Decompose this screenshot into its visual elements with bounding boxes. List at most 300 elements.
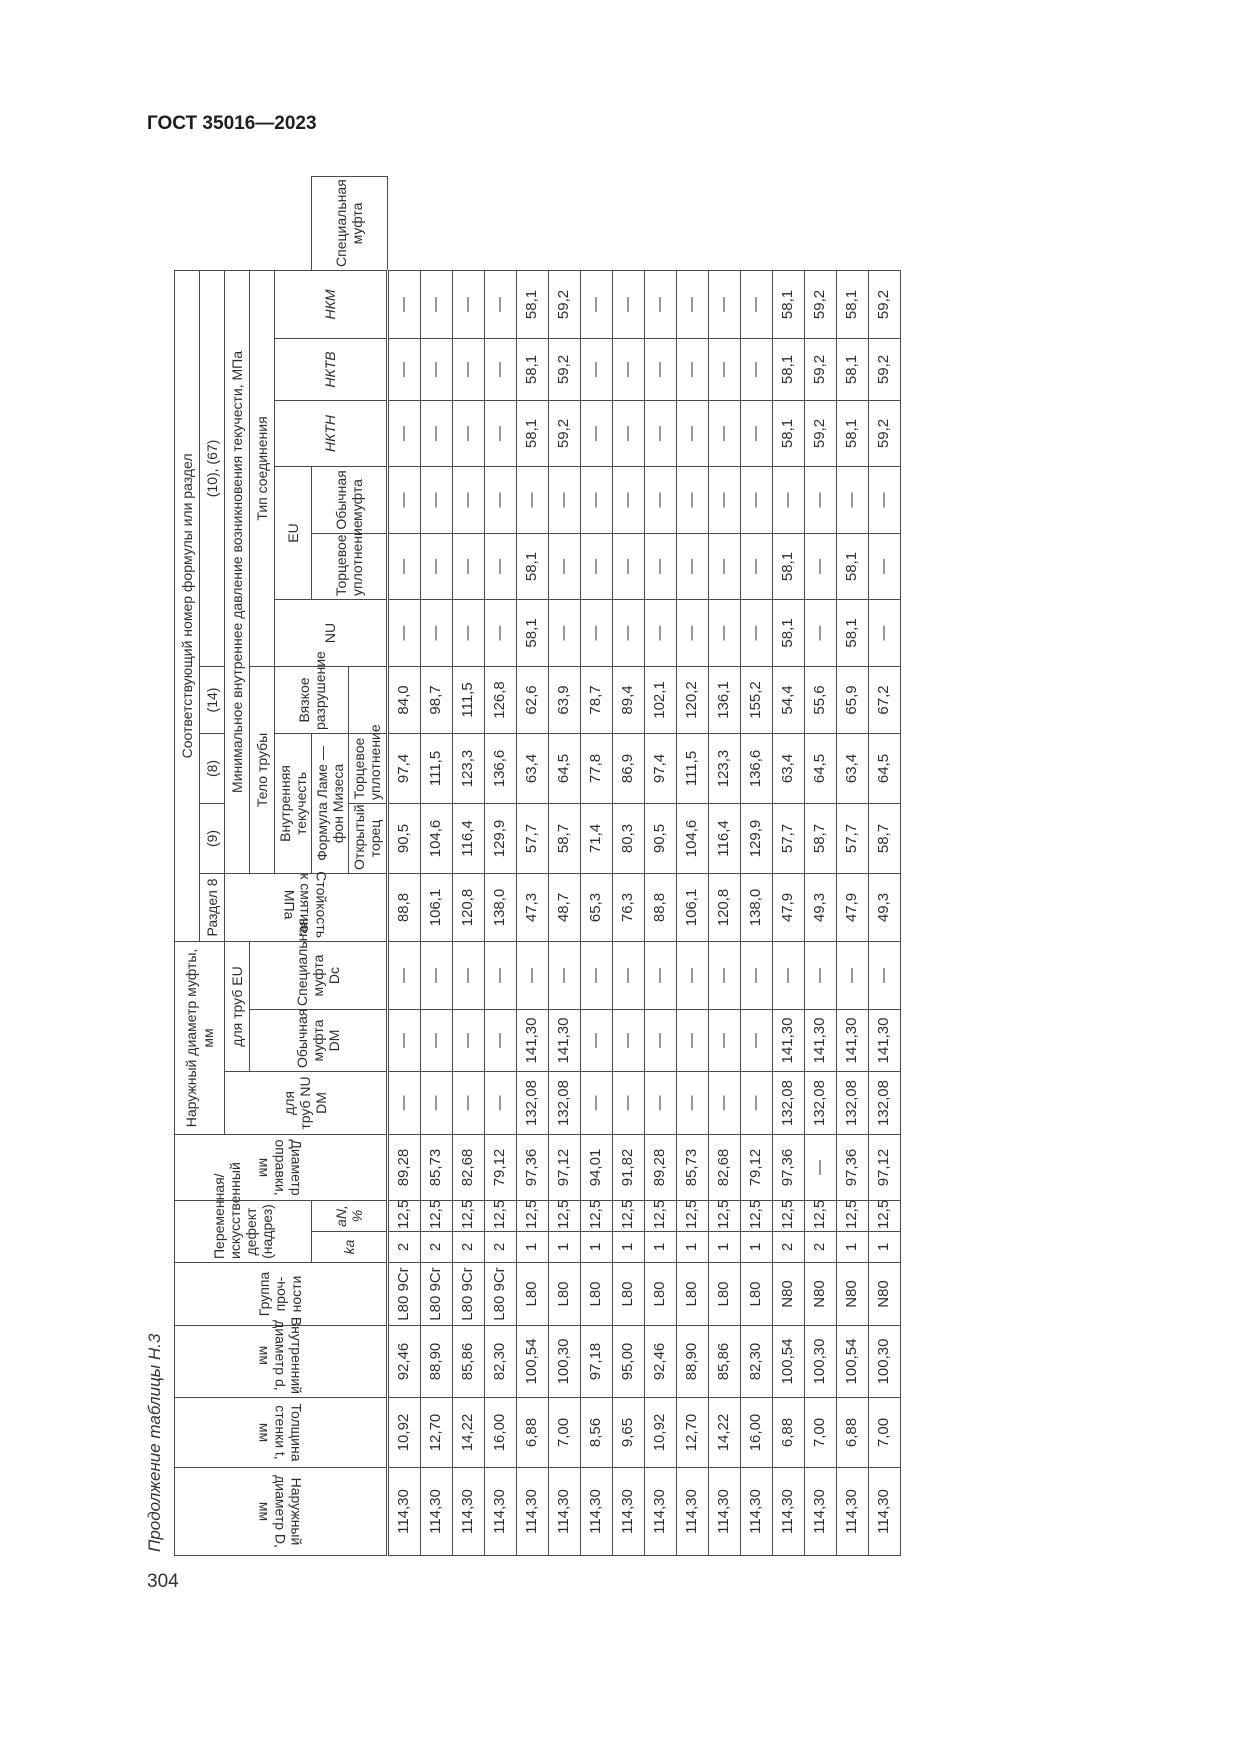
table-cell: — <box>484 941 516 1009</box>
table-cell: — <box>676 599 708 666</box>
header-inner-diameter: Внутренний диаметр d, мм <box>175 1326 388 1398</box>
table-cell: — <box>676 533 708 599</box>
table-cell: 120,8 <box>708 873 740 941</box>
table-cell: 58,1 <box>772 533 804 599</box>
table-cell: 1 <box>516 1232 548 1263</box>
table-cell: — <box>644 338 676 400</box>
table-cell: 111,5 <box>676 733 708 803</box>
table-cell: 58,1 <box>836 533 868 599</box>
table-cell: — <box>644 1010 676 1072</box>
table-cell: 49,3 <box>804 873 836 941</box>
header-internal-yield: Внутренняя текучесть <box>275 733 312 873</box>
table-cell: — <box>420 466 452 533</box>
table-cell: 12,5 <box>708 1201 740 1232</box>
table-cell: — <box>612 466 644 533</box>
table-cell: 100,30 <box>548 1326 580 1398</box>
header-ref-9: (9) <box>200 803 225 873</box>
table-cell: 58,7 <box>804 803 836 873</box>
table-cell: 85,73 <box>676 1135 708 1201</box>
table-cell: 97,36 <box>516 1135 548 1201</box>
table-cell: 12,5 <box>772 1201 804 1232</box>
header-nu: NU <box>275 599 388 666</box>
table-cell: — <box>484 1072 516 1135</box>
header-nktn: НКТН <box>275 400 388 466</box>
table-cell: 79,12 <box>740 1135 772 1201</box>
table-cell: 111,5 <box>452 666 484 733</box>
table-cell: 10,92 <box>387 1398 420 1468</box>
table-cell: 90,5 <box>644 803 676 873</box>
table-cell: 114,30 <box>420 1468 452 1556</box>
table-cell: 79,12 <box>484 1135 516 1201</box>
table-cell: — <box>708 599 740 666</box>
table-cell: 136,1 <box>708 666 740 733</box>
table-cell: 58,1 <box>516 400 548 466</box>
table-cell: 97,18 <box>580 1326 612 1398</box>
table-cell: 58,1 <box>772 599 804 666</box>
table-cell: 129,9 <box>740 803 772 873</box>
table-cell: — <box>387 1010 420 1072</box>
table-cell: 82,30 <box>740 1326 772 1398</box>
table-cell: 63,4 <box>836 733 868 803</box>
table-cell: L80 <box>644 1263 676 1326</box>
table-cell: 16,00 <box>484 1398 516 1468</box>
header-mandrel: Диаметр оправки, мм <box>175 1135 388 1201</box>
table-cell: 100,54 <box>772 1326 804 1398</box>
table-cell: N80 <box>772 1263 804 1326</box>
table-cell: — <box>804 466 836 533</box>
table-cell: — <box>484 270 516 338</box>
table-cell: 88,8 <box>644 873 676 941</box>
table-cell: 59,2 <box>548 338 580 400</box>
header-collapse: Стойкость к смятию, МПа <box>225 873 388 941</box>
table-cell: 80,3 <box>612 803 644 873</box>
table-cell: — <box>740 1072 772 1135</box>
table-cell: — <box>644 599 676 666</box>
table-cell: 7,00 <box>548 1398 580 1468</box>
table-cell: — <box>772 466 804 533</box>
table-cell: — <box>644 1072 676 1135</box>
table-cell: 141,30 <box>868 1010 900 1072</box>
table-cell: 77,8 <box>580 733 612 803</box>
table-cell: L80 9Cr <box>387 1263 420 1326</box>
table-cell: — <box>708 338 740 400</box>
table-cell: 120,2 <box>676 666 708 733</box>
table-cell: 64,5 <box>804 733 836 803</box>
table-cell: — <box>420 338 452 400</box>
table-cell: — <box>420 533 452 599</box>
table-cell: — <box>452 466 484 533</box>
table-cell: 132,08 <box>868 1072 900 1135</box>
header-ref-8: (8) <box>200 733 225 803</box>
table-cell: 71,4 <box>580 803 612 873</box>
table-cell: 57,7 <box>772 803 804 873</box>
table-cell: 2 <box>452 1232 484 1263</box>
table-cell: 155,2 <box>740 666 772 733</box>
table-cell: 88,8 <box>387 873 420 941</box>
table-cell: — <box>484 599 516 666</box>
table-cell: — <box>387 400 420 466</box>
table-cell: 58,1 <box>516 338 548 400</box>
table-row <box>740 177 772 1556</box>
table-cell: 85,86 <box>452 1326 484 1398</box>
table-cell: — <box>452 941 484 1009</box>
table-cell: — <box>548 599 580 666</box>
table-cell: 114,30 <box>580 1468 612 1556</box>
table-cell: 58,1 <box>516 270 548 338</box>
table-cell: 65,9 <box>836 666 868 733</box>
table-cell: 1 <box>644 1232 676 1263</box>
table-cell: — <box>580 533 612 599</box>
table-cell: 6,88 <box>836 1398 868 1468</box>
table-cell: — <box>644 400 676 466</box>
table-cell: — <box>548 466 580 533</box>
table-cell: — <box>452 270 484 338</box>
table-cell: 132,08 <box>516 1072 548 1135</box>
table-cell: 12,5 <box>484 1201 516 1232</box>
table-cell: 78,7 <box>580 666 612 733</box>
table-cell: 59,2 <box>868 270 900 338</box>
table-row <box>644 177 676 1556</box>
table-cell: — <box>452 400 484 466</box>
table-cell: — <box>548 533 580 599</box>
table-cell: 63,4 <box>772 733 804 803</box>
table-cell: 120,8 <box>452 873 484 941</box>
table-cell: — <box>676 466 708 533</box>
table-cell: 58,1 <box>836 338 868 400</box>
table-cell: L80 <box>580 1263 612 1326</box>
table-cell: — <box>452 1072 484 1135</box>
table-cell: — <box>420 1010 452 1072</box>
table-cell: 82,68 <box>452 1135 484 1201</box>
table-cell: 136,6 <box>740 733 772 803</box>
table-cell: L80 <box>516 1263 548 1326</box>
table-cell: — <box>580 599 612 666</box>
table-cell: 97,4 <box>387 733 420 803</box>
table-cell: L80 <box>740 1263 772 1326</box>
table-cell: 2 <box>772 1232 804 1263</box>
header-ref-14: (14) <box>200 666 225 733</box>
table-cell: — <box>612 533 644 599</box>
table-cell: 111,5 <box>420 733 452 803</box>
header-outer-diameter: Наружный диаметр D, мм <box>175 1468 388 1556</box>
table-cell: — <box>612 1010 644 1072</box>
caption-anchor <box>145 1333 164 1553</box>
header-pipe-body: Тело трубы <box>250 666 275 873</box>
table-cell: 1 <box>708 1232 740 1263</box>
table-cell: — <box>804 941 836 1009</box>
header-eu-special-dc: Специальная муфта Dc <box>250 941 388 1009</box>
table-cell: — <box>708 941 740 1009</box>
table-cell: — <box>420 599 452 666</box>
table-cell: 97,12 <box>548 1135 580 1201</box>
table-cell: — <box>387 1072 420 1135</box>
table-cell: — <box>772 941 804 1009</box>
table-cell: 16,00 <box>740 1398 772 1468</box>
table-cell: 58,1 <box>772 338 804 400</box>
table-cell: — <box>644 270 676 338</box>
table-cell: 132,08 <box>772 1072 804 1135</box>
table-cell: — <box>387 466 420 533</box>
table-cell: 49,3 <box>868 873 900 941</box>
table-cell: 8,56 <box>580 1398 612 1468</box>
table-cell: — <box>740 338 772 400</box>
table-row <box>452 177 484 1556</box>
table-cell: 59,2 <box>868 400 900 466</box>
table-cell: 92,46 <box>387 1326 420 1398</box>
table-cell: 12,5 <box>548 1201 580 1232</box>
table-cell: 1 <box>580 1232 612 1263</box>
table-cell: — <box>452 1010 484 1072</box>
table-cell: 1 <box>612 1232 644 1263</box>
table-cell: 59,2 <box>548 400 580 466</box>
table-row <box>516 177 548 1556</box>
table-cell: L80 <box>612 1263 644 1326</box>
table-row <box>836 177 868 1556</box>
table-cell: 7,00 <box>868 1398 900 1468</box>
table-cell: — <box>484 533 516 599</box>
table-cell: 114,30 <box>516 1468 548 1556</box>
table-cell: 138,0 <box>484 873 516 941</box>
table-row <box>708 177 740 1556</box>
table-cell: — <box>708 1010 740 1072</box>
table-cell: 97,12 <box>868 1135 900 1201</box>
table-cell: — <box>580 270 612 338</box>
table-cell: — <box>740 533 772 599</box>
header-ductile-rupture: Вязкое разрушение <box>275 666 349 733</box>
table-cell: — <box>644 533 676 599</box>
table-cell: 141,30 <box>836 1010 868 1072</box>
table-cell: — <box>484 400 516 466</box>
table-cell: 114,30 <box>548 1468 580 1556</box>
table-cell: 1 <box>548 1232 580 1263</box>
header-lame-formula: Формула Ламе — фон Мизеса <box>312 733 349 873</box>
table-cell: 12,5 <box>676 1201 708 1232</box>
table-cell: 86,9 <box>612 733 644 803</box>
table-cell: 89,28 <box>387 1135 420 1201</box>
pipe-data-table <box>174 176 901 1556</box>
table-row <box>387 177 420 1556</box>
table-cell: — <box>452 599 484 666</box>
table-cell: 114,30 <box>772 1468 804 1556</box>
table-cell: 114,30 <box>676 1468 708 1556</box>
table-cell: 100,54 <box>836 1326 868 1398</box>
table-cell: — <box>548 941 580 1009</box>
table-cell: N80 <box>868 1263 900 1326</box>
table-cell: 92,46 <box>644 1326 676 1398</box>
table-cell: 64,5 <box>548 733 580 803</box>
table-cell: — <box>387 338 420 400</box>
table-cell: 129,9 <box>484 803 516 873</box>
table-cell: 12,5 <box>452 1201 484 1232</box>
table-cell: — <box>612 941 644 1009</box>
header-ref-10-67: (10), (67) <box>200 270 225 666</box>
table-cell: 123,3 <box>452 733 484 803</box>
table-cell: — <box>580 1010 612 1072</box>
table-cell: 114,30 <box>612 1468 644 1556</box>
table-cell: 58,7 <box>868 803 900 873</box>
header-wall-thickness: Толщина стенки t, мм <box>175 1398 388 1468</box>
table-cell: 97,4 <box>644 733 676 803</box>
header-open-end: Открытый торец <box>349 803 387 873</box>
table-cell: 14,22 <box>452 1398 484 1468</box>
table-cell: — <box>708 1072 740 1135</box>
table-cell: 55,6 <box>804 666 836 733</box>
table-cell: 1 <box>740 1232 772 1263</box>
table-cell: 141,30 <box>804 1010 836 1072</box>
table-cell: 58,1 <box>836 400 868 466</box>
table-cell: 94,01 <box>580 1135 612 1201</box>
table-cell: 88,90 <box>676 1326 708 1398</box>
table-cell: — <box>644 941 676 1009</box>
header-formula-ref: Соответствующий номер формулы или раздел <box>175 270 200 941</box>
table-cell: 63,9 <box>548 666 580 733</box>
table-cell: — <box>420 270 452 338</box>
table-cell: — <box>836 466 868 533</box>
table-cell: 2 <box>387 1232 420 1263</box>
table-cell: 85,73 <box>420 1135 452 1201</box>
table-cell: 123,3 <box>708 733 740 803</box>
table-cell: — <box>868 599 900 666</box>
header-nktv: НКТВ <box>275 338 388 400</box>
table-cell: 141,30 <box>548 1010 580 1072</box>
table-cell: 126,8 <box>484 666 516 733</box>
table-cell: 97,36 <box>772 1135 804 1201</box>
header-eu-regular: Обычная муфта <box>312 466 387 533</box>
table-cell: 6,88 <box>772 1398 804 1468</box>
table-cell: 58,1 <box>836 270 868 338</box>
table-cell: — <box>868 941 900 1009</box>
table-row <box>868 177 900 1556</box>
table-cell: 47,9 <box>836 873 868 941</box>
table-cell: — <box>740 599 772 666</box>
table-cell: — <box>804 1135 836 1201</box>
table-cell: 114,30 <box>452 1468 484 1556</box>
table-cell: — <box>387 941 420 1009</box>
table-cell: L80 <box>548 1263 580 1326</box>
table-cell: 2 <box>420 1232 452 1263</box>
document-title: ГОСТ 35016—2023 <box>147 113 317 134</box>
table-cell: 12,5 <box>836 1201 868 1232</box>
table-cell: — <box>804 599 836 666</box>
table-cell: 98,7 <box>420 666 452 733</box>
table-cell: — <box>420 1072 452 1135</box>
table-cell: 132,08 <box>804 1072 836 1135</box>
table-cell: 114,30 <box>740 1468 772 1556</box>
table-cell: 58,7 <box>548 803 580 873</box>
table-cell: — <box>612 400 644 466</box>
table-cell: 89,4 <box>612 666 644 733</box>
table-cell: — <box>676 338 708 400</box>
table-cell: 12,5 <box>387 1201 420 1232</box>
table-cell: 132,08 <box>836 1072 868 1135</box>
table-cell: 89,28 <box>644 1135 676 1201</box>
header-min-pressure: Минимальное внутреннее давление возникновения текучести, МПа <box>225 270 250 873</box>
table-row <box>580 177 612 1556</box>
table-cell: 57,7 <box>516 803 548 873</box>
table-cell: 12,5 <box>868 1201 900 1232</box>
table-cell: 100,30 <box>868 1326 900 1398</box>
table-cell: 48,7 <box>548 873 580 941</box>
table-cell: 65,3 <box>580 873 612 941</box>
table-cell: 47,3 <box>516 873 548 941</box>
table-cell: 12,5 <box>516 1201 548 1232</box>
table-cell: 102,1 <box>644 666 676 733</box>
table-cell: 116,4 <box>708 803 740 873</box>
table-cell: 1 <box>676 1232 708 1263</box>
table-cell: — <box>484 1010 516 1072</box>
table-cell: — <box>676 400 708 466</box>
table-cell: — <box>740 941 772 1009</box>
table-cell: 141,30 <box>516 1010 548 1072</box>
table-cell: — <box>580 941 612 1009</box>
table-cell: 57,7 <box>836 803 868 873</box>
table-cell: 54,4 <box>772 666 804 733</box>
table-cell: 106,1 <box>676 873 708 941</box>
table-cell: — <box>740 400 772 466</box>
table-cell: 100,54 <box>516 1326 548 1398</box>
table-cell: 12,70 <box>676 1398 708 1468</box>
table-cell: 12,5 <box>740 1201 772 1232</box>
table-cell: 114,30 <box>836 1468 868 1556</box>
header-strength-group: Группа проч-ности <box>175 1263 388 1326</box>
table-row <box>548 177 580 1556</box>
table-cell: 59,2 <box>804 338 836 400</box>
table-cell: 88,90 <box>420 1326 452 1398</box>
table-cell: — <box>740 1010 772 1072</box>
table-cell: 141,30 <box>772 1010 804 1072</box>
table-cell: 84,0 <box>387 666 420 733</box>
table-cell: — <box>420 400 452 466</box>
table-cell: — <box>740 466 772 533</box>
table-cell: 132,08 <box>548 1072 580 1135</box>
table-cell: 104,6 <box>420 803 452 873</box>
table-cell: 59,2 <box>804 400 836 466</box>
table-cell: — <box>676 1010 708 1072</box>
header-eu-special: Специальная муфта <box>312 177 387 271</box>
table-cell: — <box>676 1072 708 1135</box>
table-cell: 114,30 <box>644 1468 676 1556</box>
table-cell: — <box>708 533 740 599</box>
header-defect: Переменная/искусственный дефект (надрез) <box>175 1201 312 1263</box>
table-cell: — <box>580 466 612 533</box>
table-cell: 97,36 <box>836 1135 868 1201</box>
table-cell: L80 9Cr <box>420 1263 452 1326</box>
table-cell: — <box>868 466 900 533</box>
header-eu: EU <box>275 466 312 599</box>
table-cell: 59,2 <box>868 338 900 400</box>
table-cell: 85,86 <box>708 1326 740 1398</box>
table-anchor <box>174 179 893 1557</box>
header-ka: ka <box>312 1232 387 1263</box>
table-cell: 12,5 <box>420 1201 452 1232</box>
header-nkm: НКМ <box>275 270 388 338</box>
table-row <box>612 177 644 1556</box>
table-cell: — <box>516 466 548 533</box>
table-cell: — <box>516 941 548 1009</box>
table-cell: 114,30 <box>708 1468 740 1556</box>
table-cell: 7,00 <box>804 1398 836 1468</box>
table-cell: 114,30 <box>804 1468 836 1556</box>
table-cell: N80 <box>804 1263 836 1326</box>
table-cell: 12,5 <box>804 1201 836 1232</box>
header-capped-end: Торцевое уплотнение <box>349 733 387 803</box>
table-cell: — <box>612 270 644 338</box>
table-cell: 116,4 <box>452 803 484 873</box>
table-cell: 136,6 <box>484 733 516 803</box>
table-cell: 58,1 <box>772 400 804 466</box>
table-cell: 59,2 <box>548 270 580 338</box>
table-row <box>772 177 804 1556</box>
